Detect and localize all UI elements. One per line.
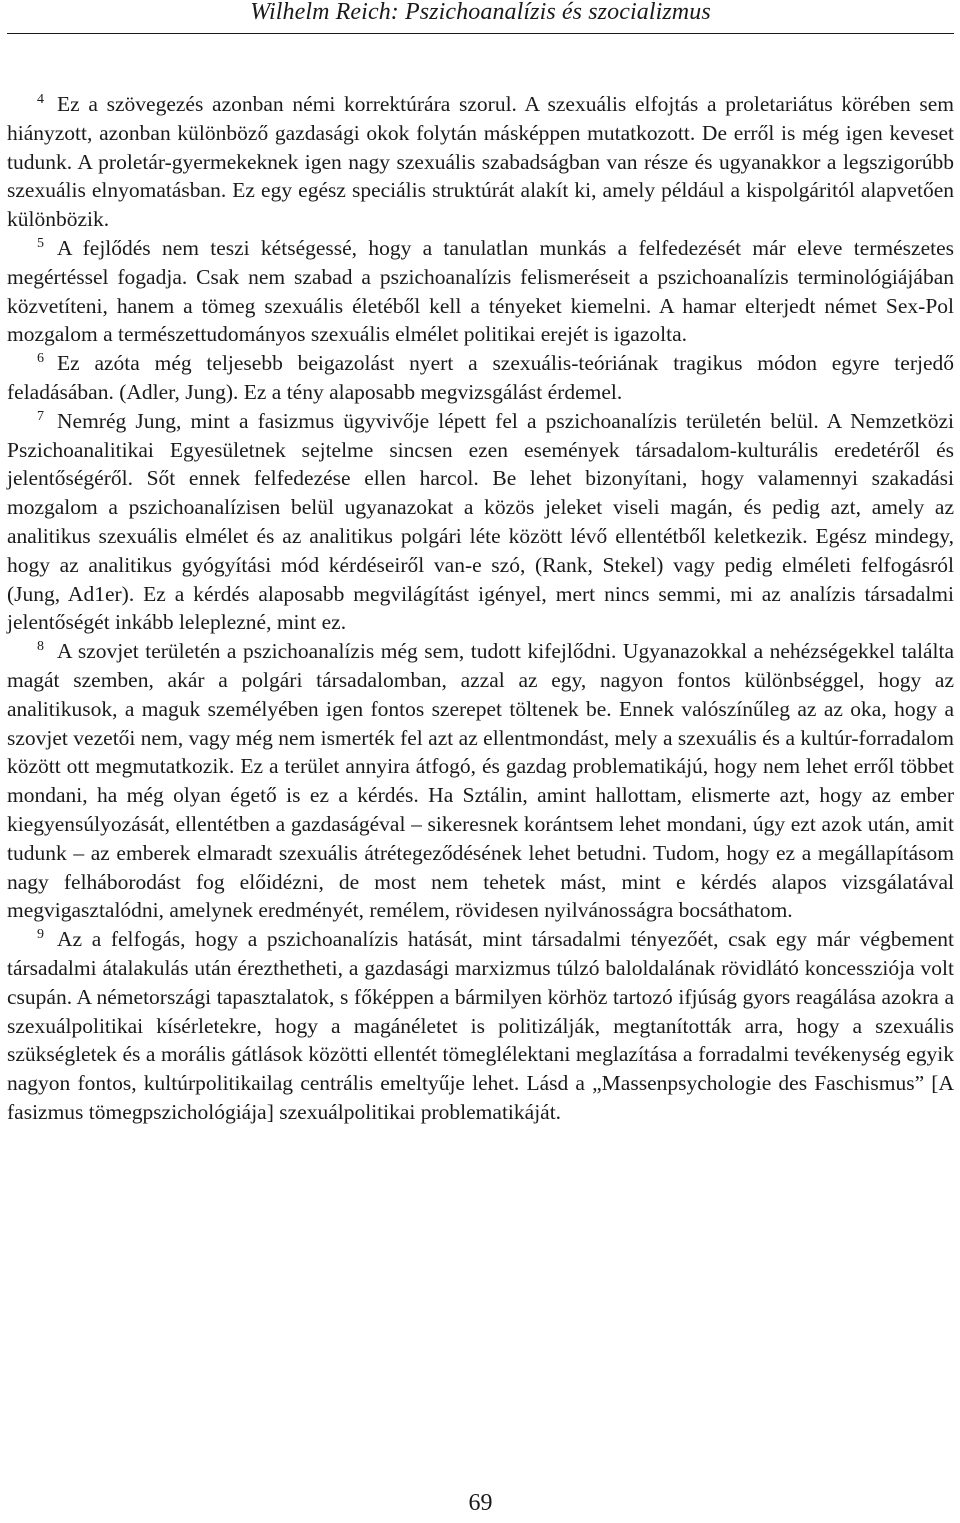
footnote-number: 7 xyxy=(37,409,44,425)
footnote-text: A fejlődés nem teszi kétségessé, hogy a tanulatlan munkás a felfedezését már eleve természetes megértéssel fogadja. Csak nem szabad a pszichoanalízis felismeréseit a pszichoanalízis terminológiájában közvetíteni, hanem a tömeg szexuális életéből kell a tényeket kiemelni. A hamar elterjedt német Sex-Pol mozgalom a természettudományos szexuális elmélet politikai erejét is igazolta. xyxy=(7,235,954,347)
footnote-9 xyxy=(7,925,954,1127)
footnote-7 xyxy=(7,407,954,637)
footnote-4 xyxy=(7,90,954,234)
header-rule xyxy=(7,33,954,34)
page-number: 69 xyxy=(468,1490,493,1516)
footnote-number: 8 xyxy=(37,639,44,655)
running-head-title: Wilhelm Reich: Pszichoanalízis és szocializmus xyxy=(250,0,711,25)
footnote-text: Nemrég Jung, mint a fasizmus ügyvivője lépett fel a pszichoanalízis területén belül. A Nemzetközi Pszichoanalitikai Egyesületnek sejtelme sincsen ezen események társadalom-kulturális eredetéről és jelentőségéről. Sőt ennek felfedezése ellen harcol. Be lehet bizonyítani, hogy valamennyi szakadási mozgalom a pszichoanalízisen belül ugyanazokat a közös jeleket viseli magán, és pedig azt, amely az analitikus szexuális elmélet és az analitikus polgári léte között lévő ellentétből keletkezik. Egész mindegy, hogy az analitikus gyógyítási mód kérdéseiről van-e szó, (Rank, Stekel) vagy pedig elméleti felfogásról (Jung, Ad1er). Ez a kérdés alaposabb megvilágítást igényel, mert nincs semmi, mi az analízis társadalmi jelentőségét inkább leleplezné, mint ez. xyxy=(7,408,954,635)
footnote-number: 4 xyxy=(37,92,44,108)
footnote-text: Az a felfogás, hogy a pszichoanalízis hatását, mint társadalmi tényezőét, csak egy már végbement társadalmi átalakulás után érezthetheti, a gazdasági marxizmus túlzó baloldalának rövidlátó koncessziója volt csupán. A németországi tapasztalatok, s főképpen a bármilyen körhöz tartozó ifjúság gyors reagálása azokra a szexuálpolitikai kísérletekre, hogy a magánéletet is politizálják, megtanították arra, hogy a szexuális szükségletek és a morális gátlások közötti ellentét tömeglélektani meglazítása a forradalmi tevékenység egyik nagyon fontos, kultúrpolitikailag centrális emeltyűje lehet. Lásd a „Massenpsychologie des Faschismus” [A fasizmus tömegpszichológiája] szexuálpolitikai problematikáját. xyxy=(7,927,954,1124)
footnote-6 xyxy=(7,349,954,407)
footnote-text: A szovjet területén a pszichoanalízis még sem, tudott kifejlődni. Ugyanazokkal a nehézségekkel találta magát szemben, akár a polgári társadalomban, azzal az egy, nagyon fontos különbséggel, hogy az analitikusok, a maguk személyében igen fontos szerepet töltenek be. Ennek valószínűleg az az oka, hogy a szovjet vezetői nem, vagy még nem ismerték fel azt az ellentmondást, mely a szexuális és a kultúr-forradalom között ott megmutatkozik. Ez a terület annyira átfogó, és gazdag problematikájú, hogy nem lehet erről többet mondani, ha még olyan égető is ez a kérdés. Ha Sztálin, amint hallottam, elismerte azt, hogy az ember kiegyensúlyozását, ellentétben a gazdaságéval – sikeresnek korántsem lehet mondani, úgy ezt azok után, amit tudunk – az emberek elmaradt szexuális átrétegeződésének lehet betudni. Tudom, hogy ez a megállapításom nagy felháborodást fog előidézni, de most nem tehetek mást, mint e kérdés alapos vizsgálatával megvigasztalódni, amelynek eredményét, remélem, rövidesen nyilvánosságra bocsáthatom. xyxy=(7,639,954,923)
footnote-number: 5 xyxy=(37,236,44,252)
footnote-8 xyxy=(7,637,954,925)
book-page xyxy=(7,0,954,1523)
footnote-5 xyxy=(7,234,954,349)
footnotes-section xyxy=(7,90,954,1127)
footnote-number: 9 xyxy=(37,927,44,943)
footnote-text: Ez azóta még teljesebb beigazolást nyert a szexuális-teóriának tragikus módon egyre terjedő feladásában. (Adler, Jung). Ez a tény alaposabb megvizsgálást érdemel. xyxy=(7,351,954,404)
footnote-number: 6 xyxy=(37,351,44,367)
footnote-text: Ez a szövegezés azonban némi korrektúrára szorul. A szexuális elfojtás a proletariátus körében sem hiányzott, azonban különböző gazdasági okok folytán másképpen mutatkozott. De erről is még igen keveset tudunk. A proletár-gyermekeknek igen nagy szexuális szabadságban van része és ugyanakkor a legszigorúbb szexuális elnyomatásban. Ez egy egész speciális struktúrát alakít ki, amely például a kispolgáritól alapvetően különbözik. xyxy=(7,92,954,232)
